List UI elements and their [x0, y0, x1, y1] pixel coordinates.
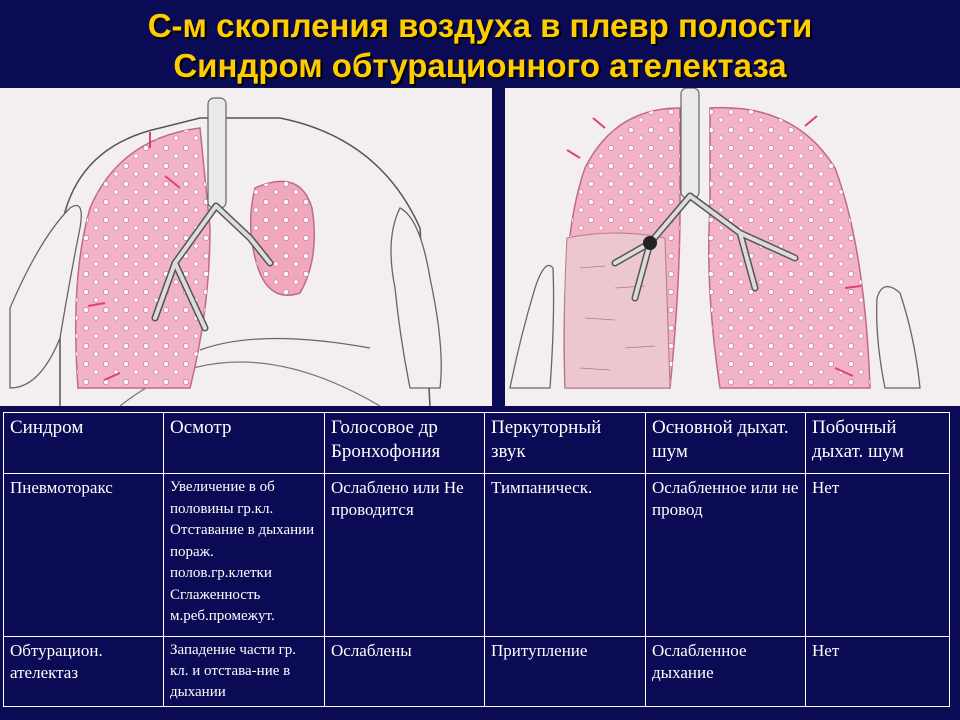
cell-inspection: Западение части гр. кл. и отстава-ние в дыхании [164, 637, 325, 707]
header-percussion: Перкуторный звук [485, 413, 646, 474]
table-row [4, 637, 950, 707]
title-line-1: С-м скопления воздуха в плевр полости [147, 7, 813, 44]
header-main-breath-sound: Основной дыхат. шум [646, 413, 806, 474]
cell-syndrome: Обтурацион. ателектаз [4, 637, 164, 707]
cell-inspection: Увеличение в об половины гр.кл. Отставание в дыхании пораж. полов.гр.клетки Сглаженность м.реб.промежут. [164, 474, 325, 637]
cell-syndrome: Пневмоторакс [4, 474, 164, 637]
syndrome-table [3, 412, 950, 707]
cell-main-breath-sound: Ослабленное или не провод [646, 474, 806, 637]
pneumothorax-illustration [0, 88, 492, 406]
cell-adventitious-sound: Нет [806, 474, 950, 637]
cell-percussion: Притупление [485, 637, 646, 707]
header-inspection: Осмотр [164, 413, 325, 474]
cell-vocal-fremitus: Ослаблено или Не проводится [325, 474, 485, 637]
cell-vocal-fremitus: Ослаблены [325, 637, 485, 707]
cell-main-breath-sound: Ослабленное дыхание [646, 637, 806, 707]
cell-adventitious-sound: Нет [806, 637, 950, 707]
title-line-2: Синдром обтурационного ателектаза [173, 47, 787, 84]
cell-percussion: Тимпаническ. [485, 474, 646, 637]
atelectasis-illustration [505, 88, 960, 406]
header-vocal-fremitus: Голосовое др Бронхофония [325, 413, 485, 474]
header-adventitious-sound: Побочный дыхат. шум [806, 413, 950, 474]
table-header-row [4, 413, 950, 474]
header-syndrome: Синдром [4, 413, 164, 474]
table-row [4, 474, 950, 637]
slide-title [0, 0, 960, 90]
